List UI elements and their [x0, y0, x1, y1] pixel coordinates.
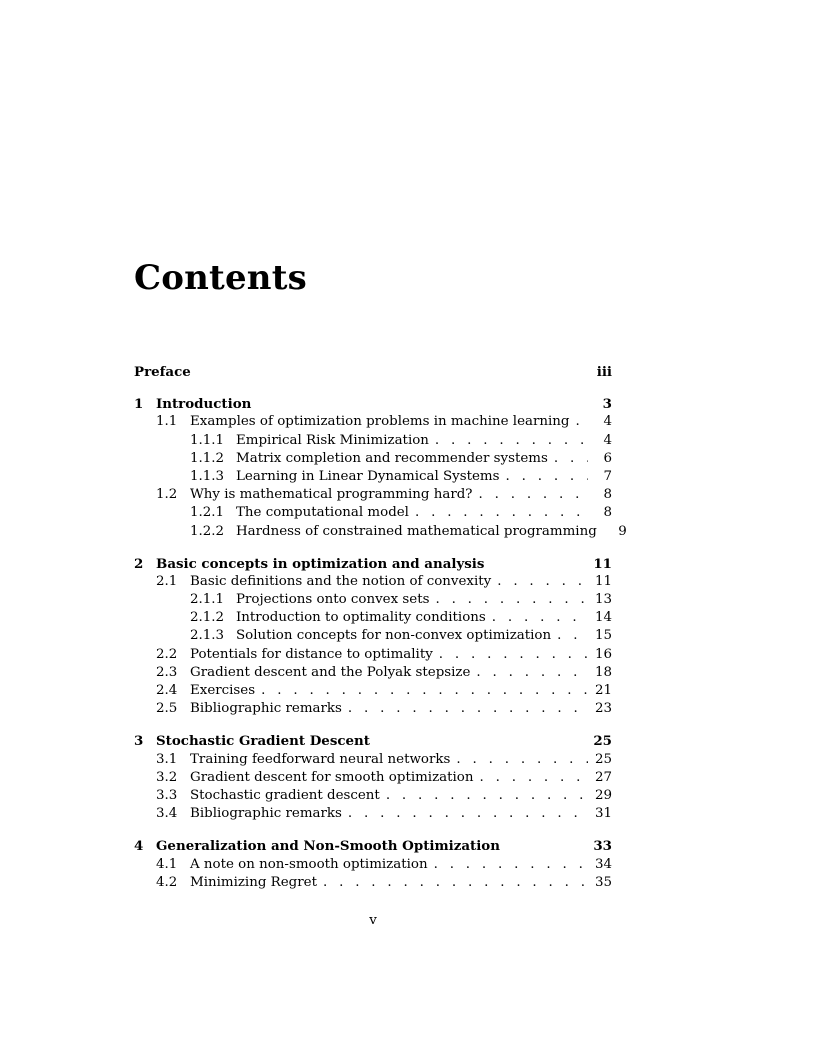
toc-entry-number: 3.2 — [156, 769, 178, 785]
toc-entry-title: A note on non-smooth optimization — [190, 856, 428, 872]
dot-leader — [348, 700, 588, 718]
toc-subsection-entry[interactable] — [134, 504, 612, 522]
toc-entry-number: 1.1.3 — [190, 468, 225, 484]
dot-leader — [261, 682, 588, 700]
toc-entry-number: 3.4 — [156, 806, 178, 822]
toc-chapter-entry[interactable] — [134, 555, 612, 573]
dot-leader — [348, 805, 588, 823]
page-number: v — [369, 913, 377, 928]
toc-entry-page: 25 — [594, 751, 612, 767]
dot-leader — [505, 468, 588, 486]
toc-entry-page: 7 — [603, 468, 612, 484]
toc-entry-title: The computational model — [236, 505, 409, 521]
toc-subsection-entry[interactable] — [134, 468, 612, 486]
toc-entry-title: Introduction to optimality conditions — [236, 610, 486, 626]
dot-leader — [497, 573, 588, 591]
toc-entry-page: 18 — [594, 664, 612, 680]
dot-leader — [386, 787, 588, 805]
toc-entry-title: Why is mathematical programming hard? — [190, 487, 473, 503]
toc-section-entry[interactable] — [134, 682, 612, 700]
table-of-contents — [134, 363, 627, 892]
toc-entry-page: 35 — [594, 874, 612, 890]
toc-section-entry[interactable] — [134, 486, 612, 504]
dot-leader — [478, 486, 588, 504]
toc-entry-number: 2.3 — [156, 664, 178, 680]
toc-entry-number: 2.1.3 — [190, 628, 225, 644]
dot-leader — [557, 627, 588, 645]
toc-entry-title: Stochastic gradient descent — [190, 787, 380, 803]
toc-entry-title: Basic concepts in optimization and analysis — [156, 555, 485, 572]
toc-entry-page: 4 — [603, 414, 612, 430]
toc-entry-number: 3.1 — [156, 751, 178, 767]
dot-leader — [415, 504, 588, 522]
toc-entry-page: 3 — [602, 396, 612, 413]
toc-entry-number: 1.1.1 — [190, 432, 225, 448]
toc-entry-number: 1.2 — [156, 487, 178, 503]
toc-section-entry[interactable] — [134, 573, 612, 591]
toc-entry-number: 2.4 — [156, 683, 178, 698]
toc-entry-title: Examples of optimization problems in machine learning — [190, 414, 570, 430]
toc-entry-title: Training feedforward neural networks — [190, 751, 451, 767]
toc-entry-number: 1.2.2 — [190, 523, 225, 539]
toc-entry-title: Stochastic Gradient Descent — [156, 733, 370, 750]
toc-section-entry[interactable] — [134, 769, 612, 787]
dot-leader — [435, 432, 588, 450]
toc-entry-page: 21 — [594, 683, 612, 698]
toc-section-entry[interactable] — [134, 787, 612, 805]
toc-entry-title: Exercises — [190, 683, 256, 698]
toc-entry-number: 1 — [134, 396, 144, 413]
toc-entry-number: 2.1.1 — [190, 592, 225, 608]
toc-entry-page: 11 — [594, 573, 612, 589]
toc-entry-page: 13 — [594, 592, 612, 608]
toc-chapter-entry[interactable] — [134, 363, 612, 381]
toc-section-entry[interactable] — [134, 751, 612, 769]
toc-section-entry[interactable] — [134, 805, 612, 823]
toc-entry-number: 2 — [134, 555, 144, 572]
toc-entry-page: 29 — [594, 787, 612, 803]
toc-entry-page: 4 — [603, 432, 612, 448]
toc-section-entry[interactable] — [134, 664, 612, 682]
toc-subsection-entry[interactable] — [134, 432, 612, 450]
toc-entry-title: Gradient descent and the Polyak stepsize — [190, 664, 471, 680]
toc-entry-number: 2.1 — [156, 573, 178, 589]
toc-entry-title: Bibliographic remarks — [190, 806, 342, 822]
toc-section-entry[interactable] — [134, 856, 612, 874]
toc-entry-title: Preface — [134, 364, 191, 380]
toc-entry-page: 14 — [594, 610, 612, 626]
toc-entry-number: 2.2 — [156, 646, 178, 662]
toc-entry-title: Learning in Linear Dynamical Systems — [236, 468, 500, 484]
toc-entry-number: 1.1.2 — [190, 450, 225, 466]
toc-entry-page: 8 — [603, 487, 612, 503]
toc-subsection-entry[interactable] — [134, 627, 612, 645]
toc-entry-title: Hardness of constrained mathematical programming — [236, 523, 597, 539]
dot-leader — [323, 874, 588, 892]
page-title: Contents — [134, 258, 307, 298]
toc-entry-number: 3.3 — [156, 787, 178, 803]
toc-entry-number: 3 — [134, 733, 144, 750]
toc-entry-title: Projections onto convex sets — [236, 592, 430, 608]
toc-entry-number: 4.1 — [156, 856, 178, 872]
toc-entry-title: Minimizing Regret — [190, 874, 317, 890]
toc-entry-number: 2.1.2 — [190, 610, 225, 626]
toc-subsection-entry[interactable] — [134, 609, 612, 627]
toc-section-entry[interactable] — [134, 700, 612, 718]
toc-section-entry[interactable] — [134, 874, 612, 892]
dot-leader — [576, 413, 588, 431]
toc-entry-page: iii — [596, 364, 612, 380]
dot-leader — [479, 769, 588, 787]
toc-entry-number: 1.1 — [156, 414, 178, 430]
toc-subsection-entry[interactable] — [134, 450, 612, 468]
toc-entry-page: 31 — [594, 806, 612, 822]
dot-leader — [492, 609, 588, 627]
dot-leader — [554, 450, 588, 468]
toc-entry-page: 34 — [594, 856, 612, 872]
dot-leader — [439, 646, 588, 664]
dot-leader — [435, 591, 588, 609]
toc-entry-title: Gradient descent for smooth optimization — [190, 769, 474, 785]
toc-entry-title: Empirical Risk Minimization — [236, 432, 429, 448]
dot-leader — [456, 751, 588, 769]
toc-entry-page: 33 — [593, 838, 612, 855]
toc-entry-page: 9 — [618, 523, 627, 539]
toc-entry-number: 1.2.1 — [190, 505, 225, 521]
toc-entry-page: 16 — [594, 646, 612, 662]
toc-entry-title: Introduction — [156, 396, 252, 413]
toc-entry-title: Solution concepts for non-convex optimization — [236, 628, 552, 644]
toc-section-entry[interactable] — [134, 413, 612, 431]
toc-entry-page: 8 — [603, 505, 612, 521]
toc-entry-number: 2.5 — [156, 701, 178, 717]
toc-entry-page: 27 — [594, 769, 612, 785]
dot-leader — [476, 664, 588, 682]
toc-chapter-entry[interactable] — [134, 732, 612, 750]
toc-entry-number: 4.2 — [156, 874, 178, 890]
toc-entry-page: 11 — [593, 555, 612, 572]
toc-entry-title: Bibliographic remarks — [190, 701, 342, 717]
toc-entry-title: Generalization and Non-Smooth Optimization — [156, 838, 500, 855]
toc-entry-number: 4 — [134, 838, 144, 855]
toc-section-entry[interactable] — [134, 646, 612, 664]
toc-entry-page: 25 — [593, 733, 612, 750]
toc-entry-title: Potentials for distance to optimality — [190, 646, 433, 662]
toc-chapter-entry[interactable] — [134, 395, 612, 413]
toc-entry-title: Matrix completion and recommender systems — [236, 450, 548, 466]
toc-subsection-entry[interactable] — [134, 591, 612, 609]
toc-entry-title: Basic definitions and the notion of convexity — [190, 573, 492, 589]
toc-chapter-entry[interactable] — [134, 837, 612, 855]
toc-entry-page: 23 — [594, 701, 612, 717]
dot-leader — [434, 856, 588, 874]
toc-entry-page: 15 — [594, 628, 612, 644]
toc-subsection-entry[interactable] — [134, 523, 627, 541]
toc-entry-page: 6 — [603, 450, 612, 466]
